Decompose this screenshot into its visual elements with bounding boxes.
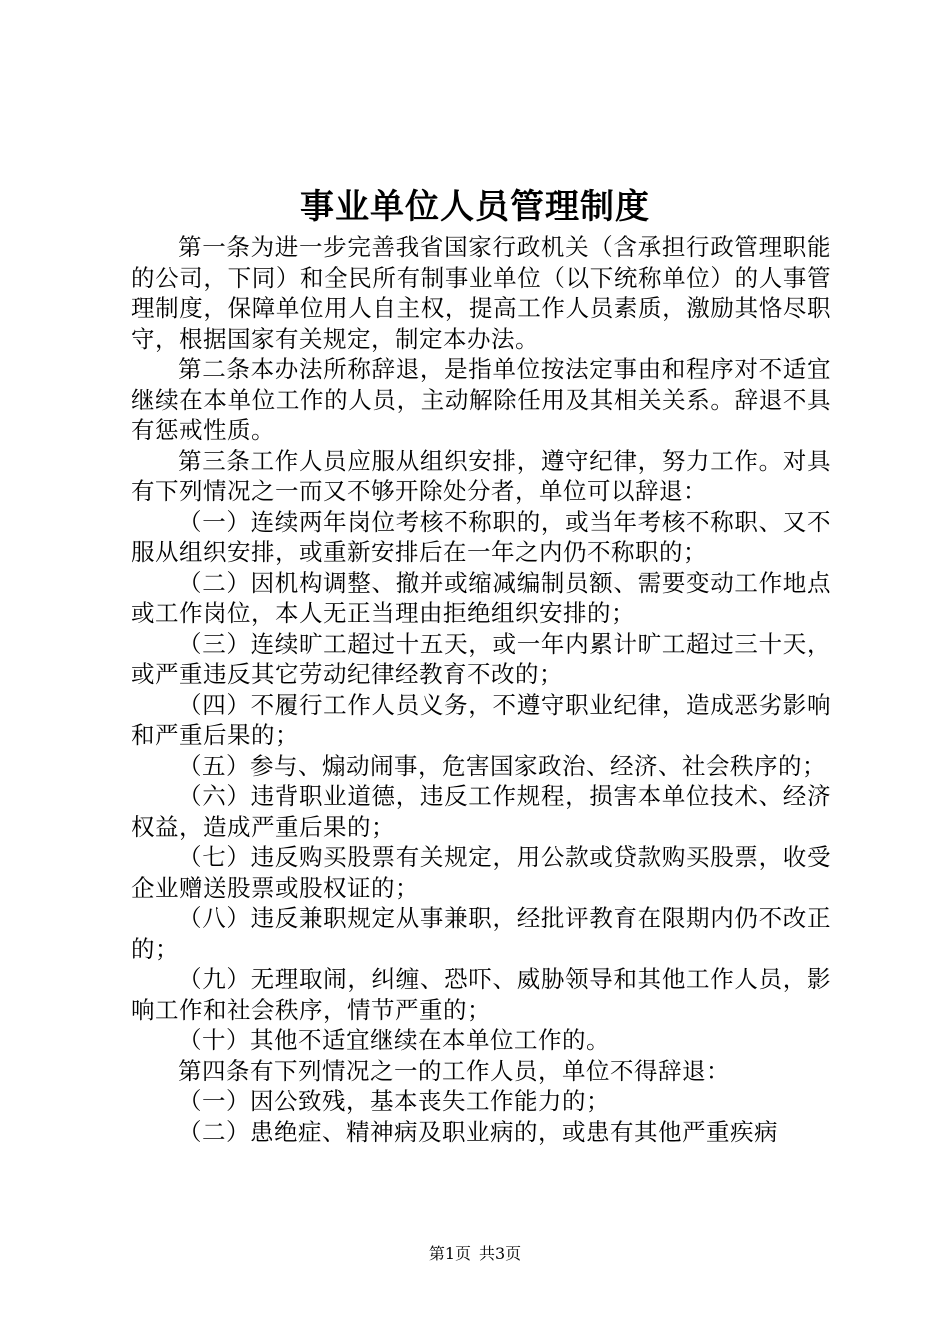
paragraph: （五）参与、煽动闹事，危害国家政治、经济、社会秩序的；	[178, 751, 826, 780]
paragraph: （二）因机构调整、撤并或缩减编制员额、需要变动工作地点或工作岗位，本人无正当理由拒绝组织安排的；	[131, 568, 831, 627]
paragraph: （七）违反购买股票有关规定，用公款或贷款购买股票，收受企业赠送股票或股权证的；	[131, 843, 831, 902]
paragraph: （四）不履行工作人员义务，不遵守职业纪律，造成恶劣影响和严重后果的；	[131, 690, 831, 749]
paragraph: （三）连续旷工超过十五天，或一年内累计旷工超过三十天，或严重违反其它劳动纪律经教育不改的；	[131, 629, 831, 688]
paragraph: （八）违反兼职规定从事兼职，经批评教育在限期内仍不改正的；	[131, 904, 831, 963]
paragraph: （九）无理取闹，纠缠、恐吓、威胁领导和其他工作人员，影响工作和社会秩序，情节严重的；	[131, 965, 831, 1024]
paragraph: 第四条有下列情况之一的工作人员，单位不得辞退：	[178, 1056, 730, 1085]
paragraph: （十）其他不适宜继续在本单位工作的。	[178, 1026, 610, 1054]
paragraph: 第三条工作人员应服从组织安排，遵守纪律，努力工作。对具有下列情况之一而又不够开除处分者，单位可以辞退：	[131, 446, 831, 505]
document-title: 事业单位人员管理制度	[300, 187, 650, 227]
paragraph: 第二条本办法所称辞退，是指单位按法定事由和程序对不适宜继续在本单位工作的人员，主动解除任用及其相关关系。辞退不具有惩戒性质。	[131, 355, 831, 444]
paragraph: 第一条为进一步完善我省国家行政机关（含承担行政管理职能的公司，下同）和全民所有制事业单位（以下统称单位）的人事管理制度，保障单位用人自主权，提高工作人员素质，激励其恪尽职守，根据国家有关规定，制定本办法。	[131, 233, 831, 353]
paragraph: （二）患绝症、精神病及职业病的，或患有其他严重疾病	[178, 1117, 778, 1146]
page-number: 第1页	[428, 1244, 471, 1263]
paragraph: （一）因公致残，基本丧失工作能力的；	[178, 1087, 610, 1115]
document-body	[131, 232, 831, 1147]
page-total: 共3页	[479, 1244, 522, 1263]
page-footer	[0, 1243, 950, 1265]
paragraph: （一）连续两年岗位考核不称职的，或当年考核不称职、又不服从组织安排，或重新安排后在一年之内仍不称职的；	[131, 507, 831, 566]
paragraph: （六）违背职业道德，违反工作规程，损害本单位技术、经济权益，造成严重后果的；	[131, 782, 831, 841]
